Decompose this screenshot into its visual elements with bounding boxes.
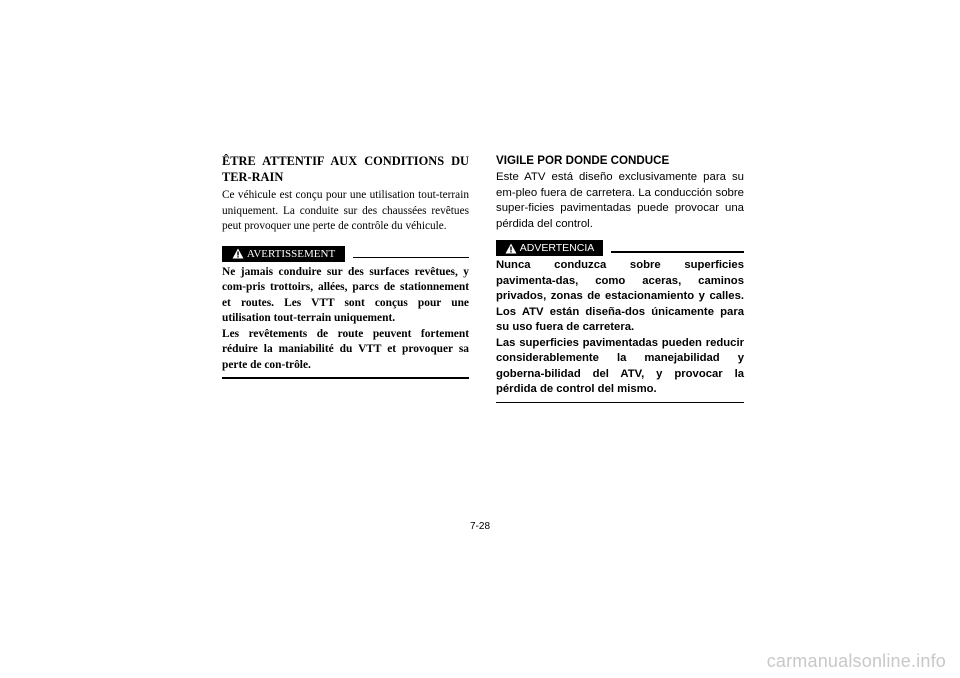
french-warning-end-rule — [222, 377, 469, 379]
spanish-heading: VIGILE POR DONDE CONDUCE — [496, 154, 670, 167]
warning-triangle-icon — [232, 248, 244, 259]
page-number: 7-28 — [469, 521, 490, 532]
spanish-body-text: Este ATV está diseño exclusivamente para su em-pleo fuera de carretera. La conducción sobre super-ficies pavimentadas puede provocar una pérdida del control. — [496, 171, 744, 230]
french-column — [222, 153, 469, 379]
spanish-warning-badge — [496, 240, 603, 256]
watermark: carmanualsonline.info — [766, 651, 946, 671]
french-warning-paragraph: Ne jamais conduire sur des surfaces revêtues, y com-pris trottoirs, allées, parcs de stationnement et routes. Les VTT sont conçus pour une utilisation tout-terrain uniquement. — [222, 265, 469, 324]
spanish-warning-header — [496, 240, 744, 256]
spanish-column — [496, 153, 744, 403]
french-warning-label: AVERTISSEMENT — [246, 247, 336, 260]
warning-triangle-icon — [505, 243, 517, 254]
french-heading: ÊTRE ATTENTIF AUX CONDITIONS DU TER-RAIN — [222, 154, 469, 184]
spanish-warning-label: ADVERTENCIA — [519, 242, 595, 254]
french-warning-paragraph: Les revêtements de route peuvent fortement réduire la maniabilité du VTT et provoquer sa perte de con-trôle. — [222, 327, 469, 371]
french-warning-rule — [353, 257, 469, 259]
spanish-warning-paragraph: Las superficies pavimentadas pueden reducir considerablemente la manejabilidad y goberna-bilidad del ATV, y provocar la pérdida de control del mismo. — [496, 336, 744, 395]
french-body-text: Ce véhicule est conçu pour une utilisation tout-terrain uniquement. La conduite sur des chaussées revêtues peut provoquer une perte de contrôle du véhicule. — [222, 189, 469, 232]
french-warning-header — [222, 246, 469, 262]
french-warning-body — [222, 265, 469, 374]
spanish-warning-rule — [611, 251, 744, 253]
spanish-warning-body — [496, 258, 744, 398]
spanish-warning-end-rule — [496, 402, 744, 404]
french-warning-badge — [222, 246, 345, 262]
spanish-warning-paragraph: Nunca conduzca sobre superficies pavimenta-das, como aceras, caminos privados, zonas de estacionamiento y calles. Los ATV están diseña-dos únicamente para su uso fuera de carretera. — [496, 259, 744, 333]
